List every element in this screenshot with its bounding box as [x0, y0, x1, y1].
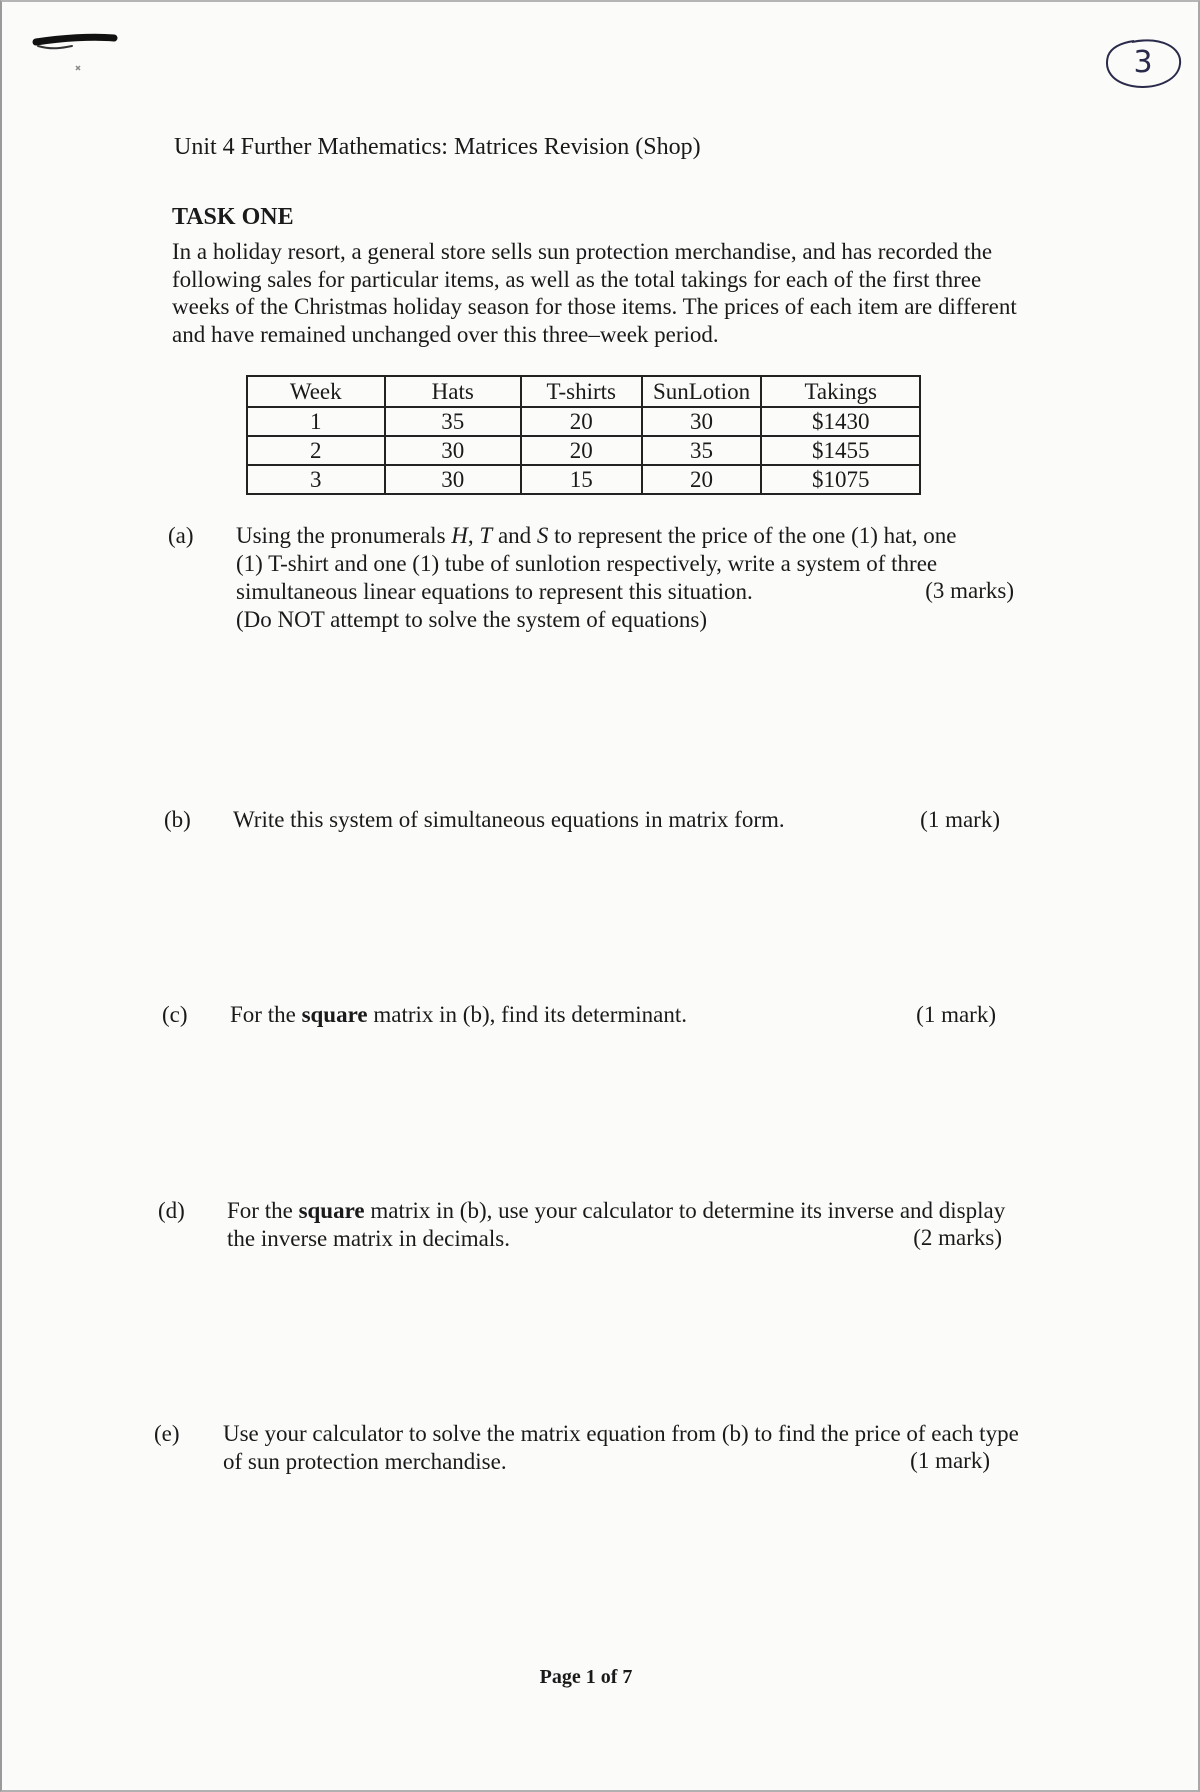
- question-a-line: (Do NOT attempt to solve the system of equations): [236, 607, 707, 632]
- question-e-marks: (1 mark): [910, 1448, 990, 1473]
- emphasis-square: square: [298, 1198, 365, 1223]
- text-run: and: [492, 523, 537, 548]
- page-footer: Page 1 of 7: [539, 1666, 633, 1688]
- question-a-line: simultaneous linear equations to represent this situation.: [236, 579, 753, 604]
- column-header-takings: Takings: [761, 376, 920, 407]
- table-cell: 20: [521, 407, 642, 436]
- table-cell: $1455: [761, 436, 920, 465]
- text-run: For the: [230, 1002, 302, 1027]
- circled-page-number: [1102, 34, 1184, 92]
- table-row: [247, 407, 920, 436]
- column-header-week: Week: [247, 376, 385, 407]
- document-title: Unit 4 Further Mathematics: Matrices Revision (Shop): [174, 134, 701, 160]
- column-header-sunlotion: SunLotion: [642, 376, 762, 407]
- sales-table: [246, 375, 921, 495]
- table-cell: 30: [385, 465, 521, 494]
- pen-stroke-mark: [32, 30, 122, 80]
- text-run: ,: [467, 523, 480, 548]
- task-heading: TASK ONE: [172, 204, 294, 230]
- text-run: matrix in (b), find its determinant.: [367, 1002, 687, 1027]
- table-cell: 15: [521, 465, 642, 494]
- intro-line: weeks of the Christmas holiday season for those items. The prices of each item are different: [172, 294, 1017, 319]
- table-cell: 20: [521, 436, 642, 465]
- question-b-marks: (1 mark): [920, 807, 1000, 832]
- table-cell: 2: [247, 436, 385, 465]
- table-row: [247, 436, 920, 465]
- table-cell: 30: [642, 407, 762, 436]
- text-run: For the: [227, 1198, 299, 1223]
- table-cell: 1: [247, 407, 385, 436]
- question-a-label: (a): [168, 523, 194, 548]
- table-cell: 30: [385, 436, 521, 465]
- question-d-marks: (2 marks): [913, 1225, 1002, 1250]
- table-cell: 3: [247, 465, 385, 494]
- question-a-line: [236, 522, 1036, 550]
- table-cell: 35: [385, 407, 521, 436]
- question-b-label: (b): [164, 807, 191, 832]
- pronumeral-s: S: [536, 523, 549, 548]
- page-number-digit: 3: [1133, 45, 1153, 80]
- table-row: [247, 465, 920, 494]
- question-e-label: (e): [154, 1421, 180, 1446]
- column-header-tshirts: T-shirts: [521, 376, 642, 407]
- question-d-line: the inverse matrix in decimals.: [227, 1226, 510, 1251]
- question-d-line: [227, 1197, 1027, 1225]
- table-header-row: [247, 376, 920, 407]
- intro-line: and have remained unchanged over this three–week period.: [172, 321, 719, 347]
- text-run: Using the pronumerals: [236, 523, 452, 548]
- question-c-marks: (1 mark): [916, 1002, 996, 1027]
- question-c-text: [230, 1001, 687, 1029]
- table-cell: 20: [642, 465, 762, 494]
- question-a-line: (1) T-shirt and one (1) tube of sunlotion respectively, write a system of three: [236, 551, 938, 576]
- question-c-label: (c): [162, 1002, 188, 1027]
- emphasis-square: square: [301, 1002, 368, 1027]
- column-header-hats: Hats: [385, 376, 521, 407]
- text-run: to represent the price of the one (1) hat, one: [548, 523, 957, 548]
- question-e-line: of sun protection merchandise.: [223, 1449, 507, 1474]
- table-cell: $1075: [761, 465, 920, 494]
- question-a-marks: (3 marks): [925, 578, 1014, 603]
- pronumeral-t: T: [479, 523, 493, 548]
- intro-line: following sales for particular items, as well as the total takings for each of the first three: [172, 266, 982, 292]
- intro-paragraph: [172, 238, 1022, 348]
- question-d-label: (d): [158, 1198, 185, 1223]
- table-cell: $1430: [761, 407, 920, 436]
- question-e-line: Use your calculator to solve the matrix equation from (b) to find the price of each type: [223, 1421, 1019, 1446]
- intro-line: In a holiday resort, a general store sells sun protection merchandise, and has recorded the: [172, 239, 993, 264]
- question-b-text: Write this system of simultaneous equations in matrix form.: [233, 807, 785, 832]
- table-cell: 35: [642, 436, 762, 465]
- pronumeral-h: H: [451, 523, 468, 548]
- text-run: matrix in (b), use your calculator to determine its inverse and display: [364, 1198, 1006, 1223]
